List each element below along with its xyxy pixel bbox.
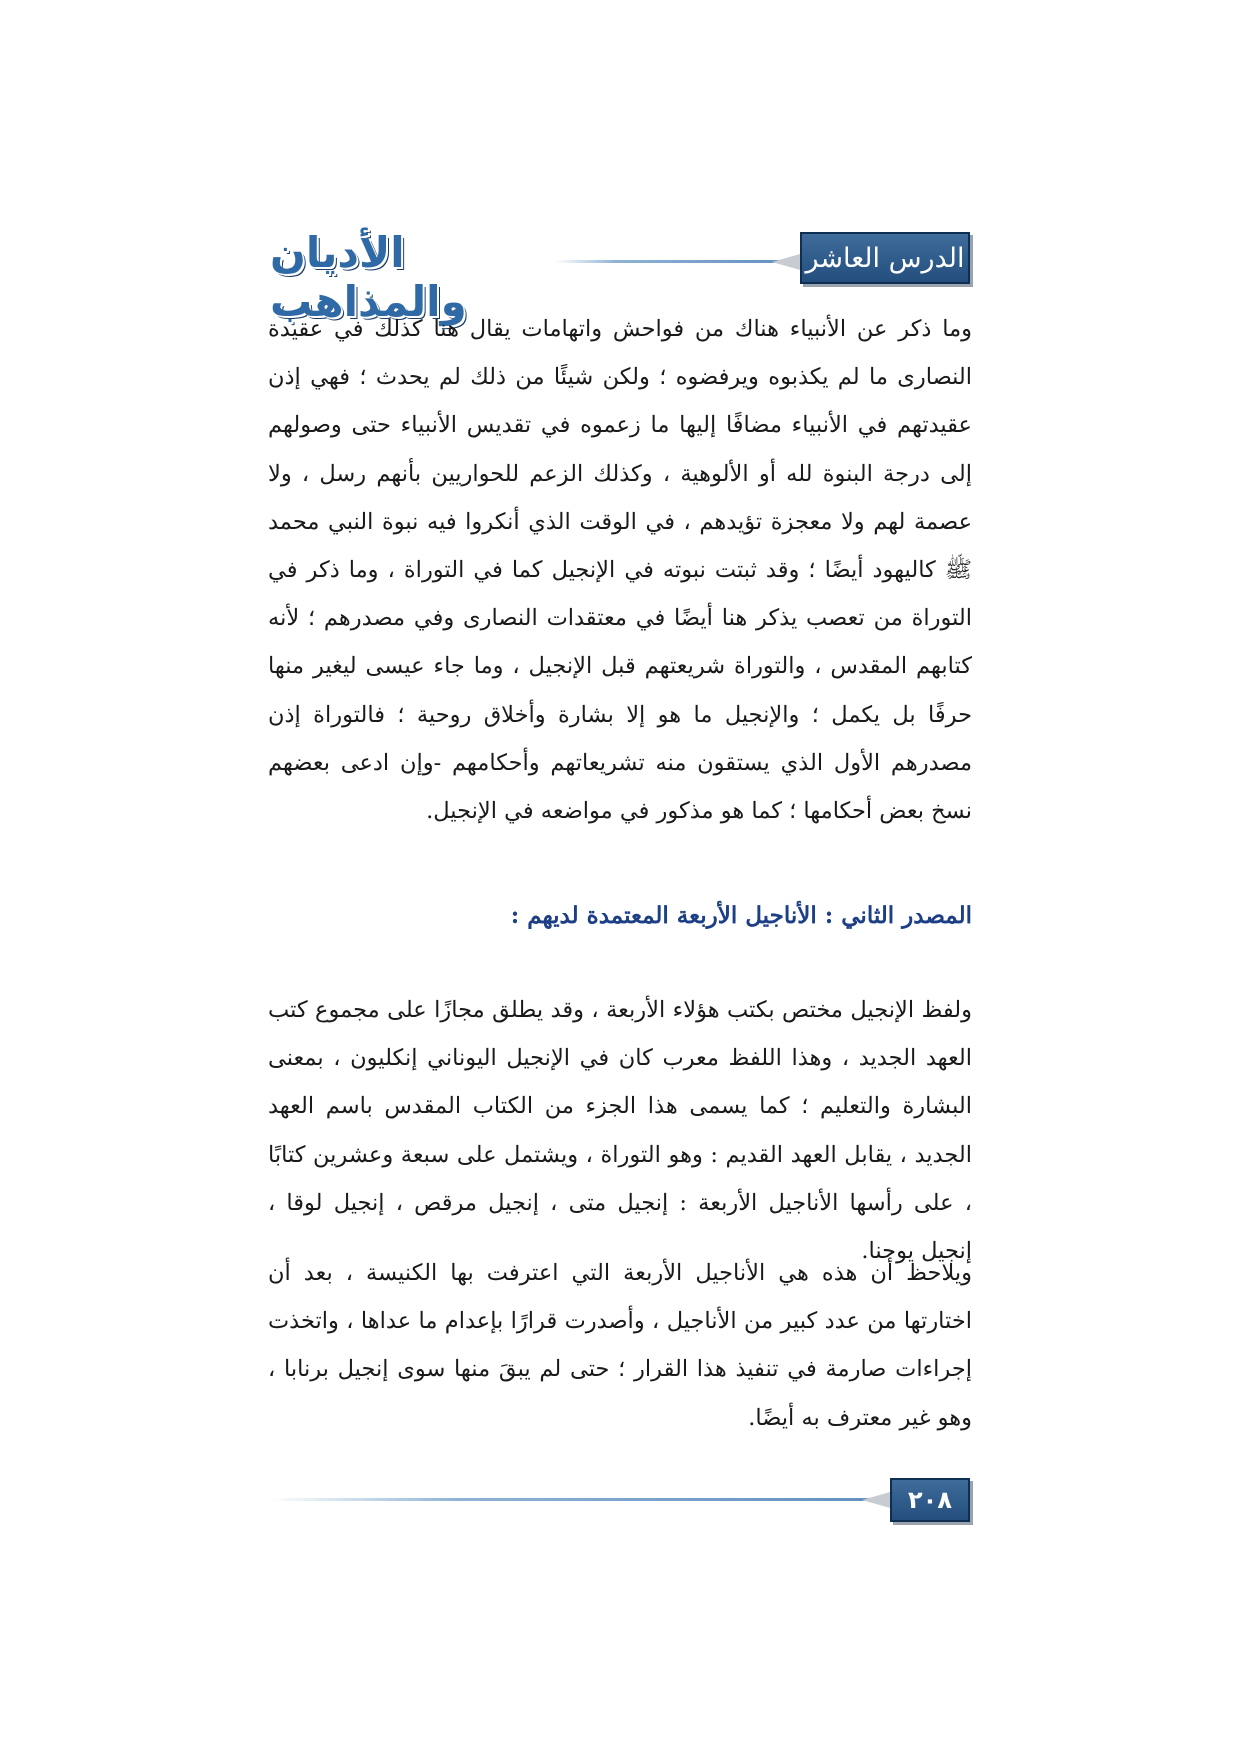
- paragraph-3-text: ويلاحظ أن هذه هي الأناجيل الأربعة التي اعترفت بها الكنيسة ، بعد أن اختارتها من عدد كبير من الأناجيل ، وأصدرت قرارًا بإعدام ما عداها ، واتخذت إجراءات صارمة في تنفيذ هذا القرار ؛ حتى لم يبقَ منها سوى إنجيل برنابا ، وهو غير معترف به أيضًا.: [268, 1260, 972, 1431]
- header-divider: [555, 260, 800, 263]
- paragraph-1-text: وما ذكر عن الأنبياء هناك من فواحش واتهامات يقال هنا كذلك في عقيدة النصارى ما لم يكذبوه ويرفضوه ؛ ولكن شيئًا من ذلك لم يحدث ؛ فهي إذن عقيدتهم في الأنبياء مضافًا إليها ما زعموه في تقديس الأنبياء حتى وصولهم إلى درجة البنوة لله أو الألوهية ، وكذلك الزعم للحواريين بأنهم رسل ، ولا عصمة لهم ولا معجزة تؤيدهم ، في الوقت الذي أنكروا فيه نبوة النبي محمد ﷺ كاليهود أيضًا ؛ وقد ثبتت نبوته في الإنجيل كما في التوراة ، وما ذكر في التوراة من تعصب يذكر هنا أيضًا في معتقدات النصارى وفي مصدرهم ؛ لأنه كتابهم المقدس ، والتوراة شريعتهم قبل الإنجيل ، وما جاء عيسى ليغير منها حرفًا بل يكمل ؛ والإنجيل ما هو إلا بشارة وأخلاق روحية ؛ فالتوراة إذن مصدرهم الأول الذي يستقون منه تشريعاتهم وأحكامهم -وإن ادعى بعضهم نسخ بعض أحكامها ؛ كما هو مذكور في مواضعه في الإنجيل.: [268, 316, 972, 825]
- book-title: الأديان والمذاهب: [270, 228, 467, 326]
- section-heading: المصدر الثاني : الأناجيل الأربعة المعتمدة لديهم :: [510, 902, 972, 929]
- page-header: [270, 228, 970, 326]
- lesson-label: الدرس العاشر: [800, 232, 970, 284]
- paragraph-2-text: ولفظ الإنجيل مختص بكتب هؤلاء الأربعة ، وقد يطلق مجازًا على مجموع كتب العهد الجديد ، وهذا اللفظ معرب كان في الإنجيل اليوناني إنكليون ، بمعنى البشارة والتعليم ؛ كما يسمى هذا الجزء من الكتاب المقدس باسم العهد الجديد ، يقابل العهد القديم : وهو التوراة ، ويشتمل على سبعة وعشرين كتابًا ، على رأسها الأناجيل الأربعة : إنجيل متى ، إنجيل مرقص ، إنجيل لوقا ، إنجيل يوحنا.: [268, 997, 972, 1265]
- paragraph-2: [268, 986, 972, 1275]
- footer-divider: [270, 1498, 890, 1501]
- paragraph-1: [268, 305, 972, 835]
- paragraph-3: [268, 1249, 972, 1442]
- page-number: ٢٠٨: [890, 1478, 970, 1522]
- page-footer: [270, 1478, 970, 1522]
